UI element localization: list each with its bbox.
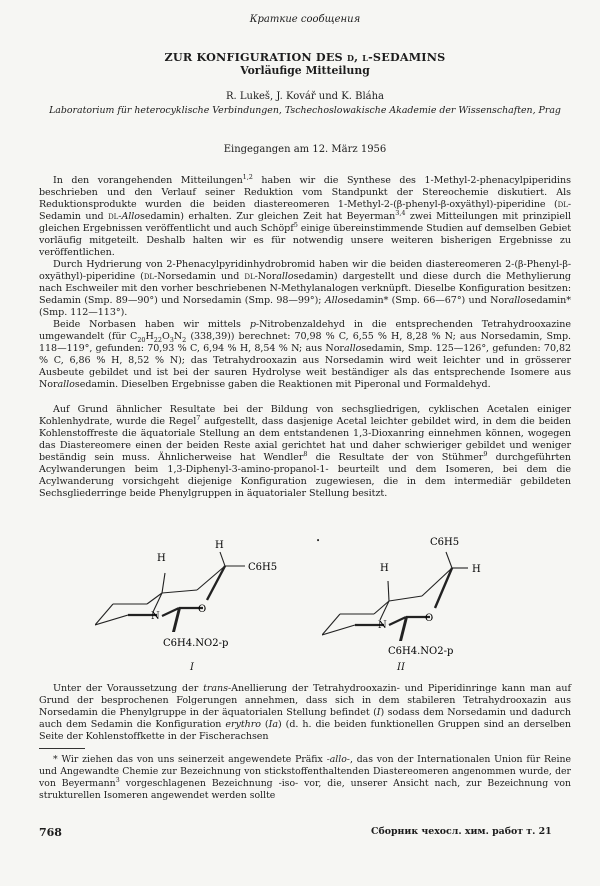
text: durchgeführten Acylwanderungen beim 1,3-Diphenyl-3-amino-propanol-1- beurteilt und dem Isomeren, bei dem die Acylwanderung vorsichgeht diejenige Konfiguration zugewiesen, die in dem intermediär gebildeten Sechsgliederringe beide Phenylgruppen in äquatorialer Stellung besitzt. <box>39 451 571 499</box>
running-header: Краткие сообщения <box>249 14 361 25</box>
text: -Norsedamin und <box>154 270 245 282</box>
text: -Nitrobenzaldehyd in die entsprechenden Tetrahydrooxazine umgewandelt (für C <box>39 319 571 342</box>
aryl-label: C6H4.NO2-p <box>163 638 229 649</box>
subscript: 3 <box>169 335 174 344</box>
journal-footer: Сборник чехосл. хим. работ т. 21 <box>371 826 552 837</box>
structure-I <box>95 528 335 658</box>
atom-h-ring: H <box>380 563 389 574</box>
text: ) (d. h. die beiden funktionellen Gruppen sind an derselben Seite der Kohlenstoffkette in der Fischerachsen <box>39 718 572 742</box>
chair-structure-diagram <box>95 528 335 658</box>
text: sedamin. Dieselben Ergebnisse gaben die Reaktionen mit Piperonal und Formaldehyd. <box>74 378 491 390</box>
italic-text: allo <box>343 342 362 354</box>
text: sedamin, Smp. 125—126°, gefunden: 70,82 % C, 6,86 % H, 8,52 % N); das Tetrahydrooxazin aus Norsedamin wird weit leichter und in grösserer Ausbeute gebildet und ist bei der sauren Hydrolyse weit beständiger als das entsprechende Isomere aus Nor <box>39 342 571 390</box>
subscript: 22 <box>153 335 162 344</box>
italic-text: trans <box>203 683 228 694</box>
text: -Sedamin und <box>39 198 571 222</box>
aryl-label: C6H4.NO2-p <box>388 646 454 657</box>
paragraph-1 <box>39 172 571 259</box>
italic-text: Allo <box>121 210 141 222</box>
text: -Nor <box>254 270 277 282</box>
atom-n: N <box>151 611 160 622</box>
citation: 9 <box>483 449 488 458</box>
text: einige übereinstimmende Studien auf demselben Gebiet vorläufig mitgeteilt. Deshalb halten wir es für notwendig unsere weiteren bisherigen Ergebnisse zu veröffentlichen. <box>39 222 571 258</box>
text: zwei Mitteilungen mit prinzipiell gleichen Ergebnissen veröffentlicht und auch Schöpf <box>39 210 571 234</box>
text: Beide Norbasen haben wir mittels <box>53 319 250 330</box>
paragraph-4 <box>39 404 571 500</box>
text: ( <box>260 718 269 730</box>
italic-text: allo <box>57 378 75 390</box>
title-text: ZUR KONFIGURATION DES <box>164 50 347 64</box>
italic-text: allo <box>508 294 527 306</box>
atom-h-right: H <box>472 564 481 575</box>
authors: R. Lukeš, J. Kovář und K. Bláha <box>225 91 385 102</box>
italic-text: Allo <box>324 294 344 306</box>
text: (338,39)) berechnet: 70,98 % C, 6,55 % H, 8,28 % N; aus Norsedamin, Smp. 118—119°, gefunden: 70,93 % C, 6,94 % H, 8,54 % N; aus Nor <box>39 330 572 354</box>
citation: 3,4 <box>395 208 406 217</box>
title-text-end: -SEDAMINS <box>368 50 446 64</box>
text: - <box>118 210 122 222</box>
paragraph-2 <box>39 259 571 319</box>
italic-text: allo <box>276 270 294 282</box>
text: vorgeschlagenen Bezeichnung -iso- vor, die, unserer Ansicht nach, zur Bezeichnung von strukturellen Isomeren angewendet werden sollte <box>39 778 571 801</box>
atom-n: N <box>378 620 387 631</box>
structure-II <box>322 528 562 658</box>
structure-ref: Ia <box>268 718 278 730</box>
structure-ref: I <box>376 706 381 718</box>
text: haben wir die Synthese des 1-Methyl-2-phenacylpiperidins beschrieben und den Verlauf seiner Reduktion vom Standpunkt der Stereochemie diskutiert. Als Reduktionsprodukte wurden die beiden diastereomeren 1-Methyl-2-(β-phenyl-β-oxyäthyl)-piperidine ( <box>39 175 571 210</box>
atom-o: O <box>425 613 434 624</box>
citation: 5 <box>293 220 298 229</box>
text: O <box>161 330 170 342</box>
footnote <box>39 754 571 802</box>
text: In den vorangehenden Mitteilungen <box>53 175 243 186</box>
text: Durch Hydrierung von 2-Phenacylpyridinhydrobromid haben wir die beiden diastereomeren 2-(β-Phenyl-β-oxyäthyl)-piperidine ( <box>39 259 571 282</box>
title-dl-prefix: d, l <box>346 50 369 64</box>
atom-o: O <box>198 604 207 615</box>
article-subtitle: Vorläufige Mitteilung <box>240 64 370 77</box>
text: sedamin) dargestellt und diese durch die Methylierung nach Eschweiler mit den vorher beschriebenen N-Methylanalogen verknüpft. Dieselbe Konfiguration besitzen: Sedamin (Smp. 89—90°) und Norsedamin (Smp. 98—99°); <box>39 270 571 306</box>
phenyl-label: C6H5 <box>248 562 278 573</box>
chair-structure-diagram <box>322 528 562 658</box>
citation: 7 <box>196 413 201 422</box>
italic-text: p <box>249 319 256 330</box>
stray-mark: • <box>316 537 321 545</box>
text: aufgestellt, dass dasjenige Acetal leichter gebildet wird, in dem die beiden Kohlenstoffreste die äquatoriale Stellung an dem entstandenen 1,3-Dioxanring einnehmen können, wogegen das Diastereomere einen der beiden Reste axial gerichtet hat und daher schwieriger gebildet und weniger beständig sein muss. Ähnlicherweise hat Wendler <box>39 415 571 463</box>
subscript: 20 <box>137 335 146 344</box>
subscript: 2 <box>182 335 187 344</box>
text: die Resultate der von Stühmer <box>307 451 484 463</box>
page-number: 768 <box>39 826 62 839</box>
structure-label-I: I <box>190 662 194 673</box>
citation: 1,2 <box>242 172 253 181</box>
article-title <box>39 50 571 64</box>
italic-text: erythro <box>225 718 261 730</box>
text: H <box>145 330 154 342</box>
text: sedamin) erhalten. Zur gleichen Zeit hat Beyerman <box>140 210 396 222</box>
text: ) sodass dem Norsedamin und dadurch auch dem Sedamin die Konfiguration <box>39 706 571 730</box>
text: Auf Grund ähnlicher Resultate bei der Bildung von sechsgliedrigen, cyklischen Acetalen einiger Kohlenhydrate, wurde die Regel <box>39 404 571 427</box>
text: , das von der Internationalen Union für Reine und Angewandte Chemie zur Bezeichnung von stickstoffenthaltenden Diastereomeren angenommen wurde, der von Beyermann <box>39 754 571 789</box>
citation: 3 <box>115 775 120 784</box>
dl-prefix: dl <box>143 270 155 282</box>
text: sedamin* (Smp. 112—113°). <box>39 294 571 318</box>
affiliation: Laboratorium für heterocyklische Verbindungen, Tschechoslowakische Akademie der Wissenschaften, Prag <box>49 105 561 116</box>
text: N <box>173 330 183 342</box>
text: * Wir ziehen das von uns seinerzeit angewendete Präfix <box>53 754 327 765</box>
paragraph-3 <box>39 319 571 391</box>
dl-prefix: dl <box>557 198 568 210</box>
phenyl-label: C6H5 <box>430 537 460 548</box>
footnote-rule <box>39 748 85 749</box>
atom-h-top: H <box>215 540 224 551</box>
dl-prefix: dl <box>244 270 255 282</box>
text: -Anellierung der Tetrahydrooxazin- und Piperidinringe kann man auf Grund der besprochenen Folgerungen annehmen, dass sich in dem stabileren Tetrahydrooxazin aus Norsedamin die Phenylgruppe in der äquatorialen Stellung befindet ( <box>39 683 571 718</box>
text: sedamin* (Smp. 66—67°) und Nor <box>343 294 509 306</box>
italic-text: -allo- <box>326 754 350 765</box>
structure-label-II: II <box>397 662 405 673</box>
paragraph-5 <box>39 683 571 743</box>
atom-h-ring: H <box>157 553 166 564</box>
text: Unter der Voraussetzung der <box>53 683 204 694</box>
received-date: Eingegangen am 12. März 1956 <box>223 144 387 155</box>
citation: 8 <box>303 449 308 458</box>
dl-prefix: dl <box>108 210 119 222</box>
